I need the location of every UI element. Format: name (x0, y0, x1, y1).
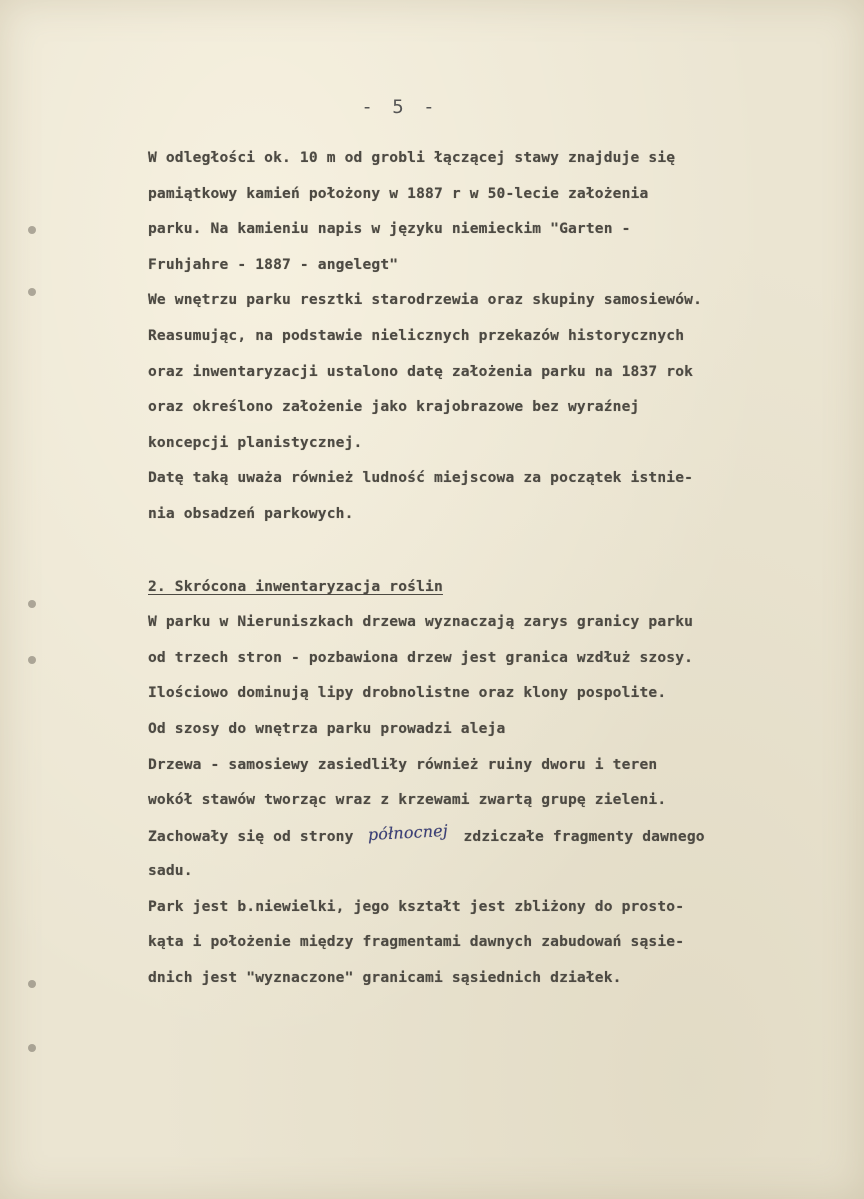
text-line: Ilościowo dominują lipy drobnolistne oraz klony pospolite. (148, 684, 667, 702)
document-body (148, 140, 828, 996)
text-line: Od szosy do wnętrza parku prowadzi aleja (148, 719, 506, 737)
text-line: Fruhjahre - 1887 - angelegt" (148, 255, 399, 273)
typed-text: Zachowały się od strony (148, 827, 354, 845)
text-line: Reasumując, na podstawie nielicznych przekazów historycznych (148, 326, 685, 344)
punch-hole-mark (28, 288, 36, 296)
punch-hole-mark (28, 226, 36, 234)
text-line: nia obsadzeń parkowych. (148, 504, 354, 522)
text-line: od trzech stron - pozbawiona drzew jest granica wzdłuż szosy. (148, 648, 694, 666)
text-line: Datę taką uważa również ludność miejscowa za początek istnie- (148, 469, 694, 487)
text-line: W odległości ok. 10 m od grobli łączącej stawy znajduje się (148, 149, 676, 166)
text-line: Drzewa - samosiewy zasiedliły również ruiny dworu i teren (148, 755, 658, 773)
text-line: kąta i położenie między fragmentami dawnych zabudowań sąsie- (148, 933, 685, 951)
text-line: dnich jest "wyznaczone" granicami sąsiednich działek. (148, 969, 622, 987)
punch-hole-mark (28, 1044, 36, 1052)
text-line: We wnętrzu parku resztki starodrzewia oraz skupiny samosiewów. (148, 291, 703, 309)
text-line: oraz określono założenie jako krajobrazowe bez wyraźnej (148, 398, 640, 416)
text-line: sadu. (148, 862, 193, 880)
typed-text: zdziczałe fragmenty dawnego (463, 827, 705, 845)
text-line: parku. Na kamieniu napis w języku niemieckim "Garten - (148, 220, 631, 238)
handwritten-insertion: północnej (367, 820, 449, 844)
page-number: - 5 - (361, 96, 439, 118)
text-line: wokół stawów tworząc wraz z krzewami zwartą grupę zieleni. (148, 791, 667, 809)
text-line: pamiątkowy kamień położony w 1887 r w 50-lecie założenia (148, 184, 649, 202)
section-heading: 2. Skrócona inwentaryzacja roślin (148, 577, 443, 595)
text-line: W parku w Nieruniszkach drzewa wyznaczają zarys granicy parku (148, 613, 694, 631)
punch-hole-mark (28, 656, 36, 664)
punch-hole-mark (28, 600, 36, 608)
text-line: Park jest b.niewielki, jego kształt jest zbliżony do prosto- (148, 897, 685, 915)
text-line: oraz inwentaryzacji ustalono datę założenia parku na 1837 rok (148, 362, 694, 380)
text-line-with-handwriting (148, 818, 828, 854)
punch-hole-mark (28, 980, 36, 988)
text-line: koncepcji planistycznej. (148, 433, 363, 451)
